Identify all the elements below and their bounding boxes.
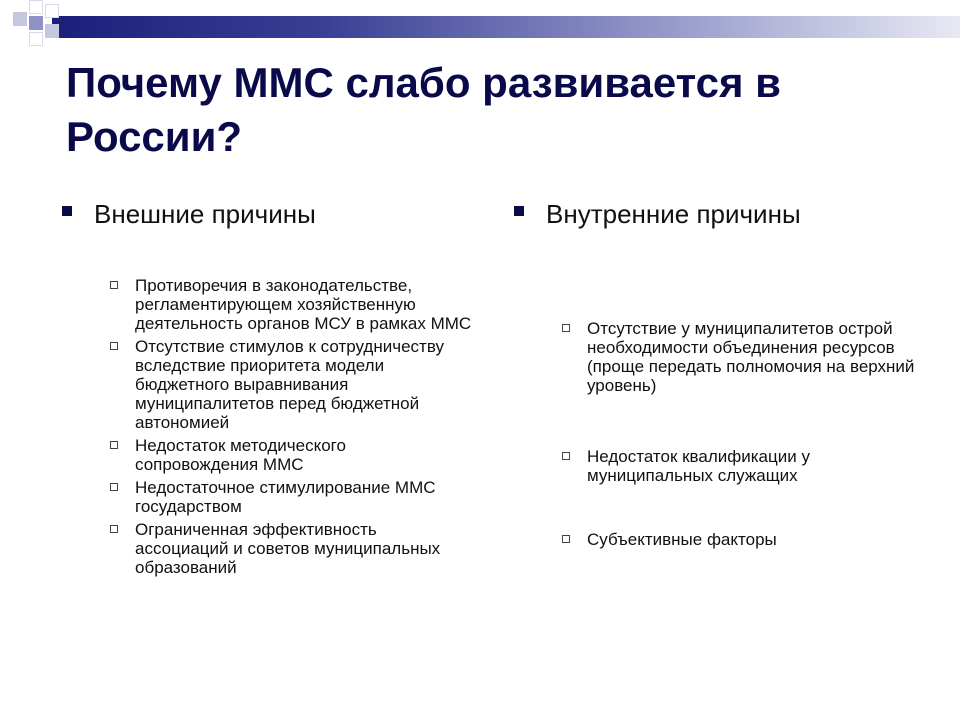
decorative-square xyxy=(13,12,27,26)
decorative-square xyxy=(29,16,43,30)
decorative-square xyxy=(29,32,43,46)
external-causes-list xyxy=(62,276,472,577)
list-item-text: Ограниченная эффективность ассоциаций и советов муниципальных образований xyxy=(135,520,441,577)
hollow-square-bullet-icon xyxy=(562,452,570,460)
hollow-square-bullet-icon xyxy=(562,535,570,543)
list-item xyxy=(110,478,472,516)
square-bullet-icon xyxy=(62,206,72,216)
internal-causes-column xyxy=(514,198,934,549)
list-item xyxy=(562,530,934,549)
list-item-text: Отсутствие стимулов к сотрудничеству вследствие приоритета модели бюджетного выравнивания муниципалитетов перед бюджетной автономией xyxy=(135,337,444,432)
square-bullet-icon xyxy=(514,206,524,216)
external-causes-column xyxy=(62,198,472,581)
hollow-square-bullet-icon xyxy=(110,483,118,491)
list-item xyxy=(110,520,472,577)
hollow-square-bullet-icon xyxy=(562,324,570,332)
decorative-square xyxy=(45,24,59,38)
hollow-square-bullet-icon xyxy=(110,525,118,533)
hollow-square-bullet-icon xyxy=(110,281,118,289)
decorative-square xyxy=(45,4,59,18)
heading-label: Внешние причины xyxy=(94,199,316,229)
list-item xyxy=(562,319,934,395)
internal-causes-heading xyxy=(514,198,934,230)
internal-causes-list xyxy=(514,319,934,549)
heading-label: Внутренние причины xyxy=(546,199,801,229)
list-item-text: Недостаток квалификации у муниципальных служащих xyxy=(587,447,810,485)
list-item xyxy=(110,276,472,333)
list-item xyxy=(110,436,472,474)
list-item-text: Недостаток методического сопровождения ММС xyxy=(135,436,346,474)
external-causes-heading xyxy=(62,198,472,230)
hollow-square-bullet-icon xyxy=(110,342,118,350)
list-item-text: Недостаточное стимулирование ММС государством xyxy=(135,478,436,516)
hollow-square-bullet-icon xyxy=(110,441,118,449)
list-item-text: Субъективные факторы xyxy=(587,530,777,549)
header-gradient-bar xyxy=(52,16,960,38)
list-item xyxy=(110,337,472,432)
list-item-text: Противоречия в законодательстве, регламентирующем хозяйственную деятельность органов МСУ в рамках ММС xyxy=(135,276,472,333)
slide-title: Почему ММС слабо развивается в России? xyxy=(66,59,782,160)
decorative-square xyxy=(29,0,43,14)
list-item-text: Отсутствие у муниципалитетов острой необходимости объединения ресурсов (проще передать полномочия на верхний уровень) xyxy=(587,319,915,395)
list-item xyxy=(562,447,934,485)
